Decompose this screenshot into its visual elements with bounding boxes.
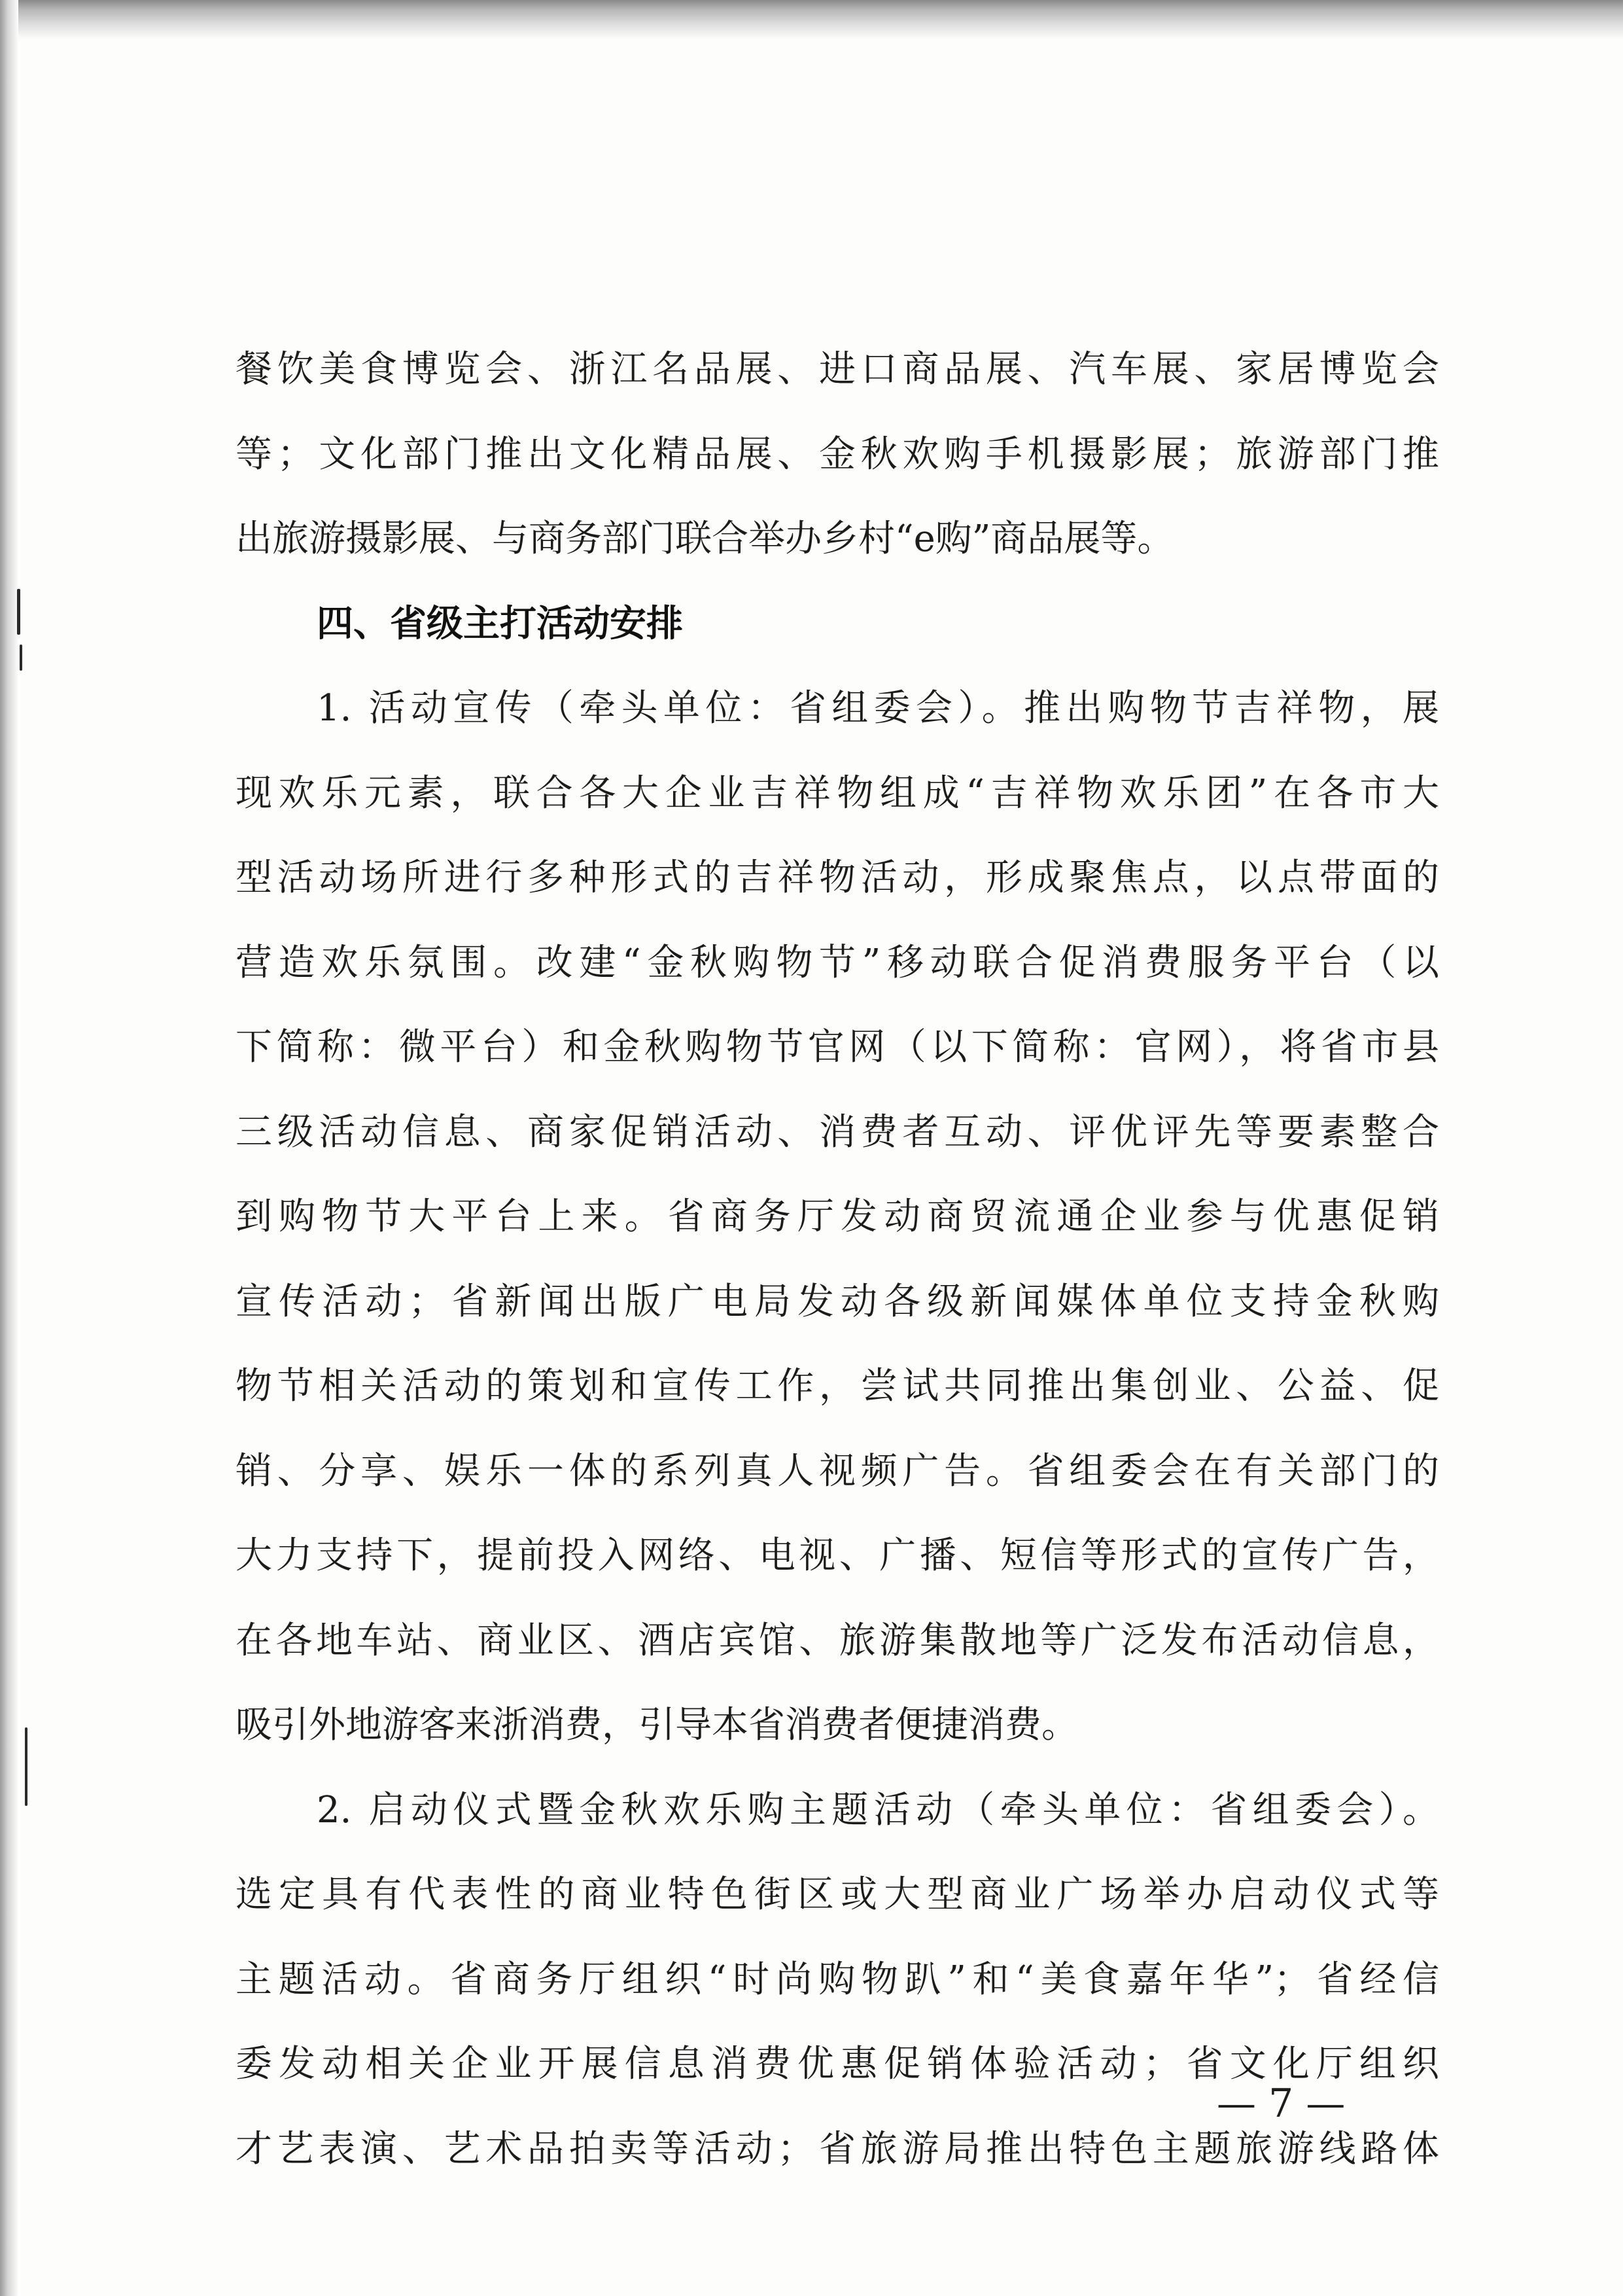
scan-shadow-left [0, 0, 18, 2296]
text-line: 餐饮美食博览会、浙江名品展、进口商品展、汽车展、家居博览会 [236, 348, 1439, 391]
scan-shadow-top [0, 0, 1623, 39]
text-line: 主题活动。省商务厅组织“时尚购物趴”和“美食嘉年华”；省经信 [236, 1958, 1439, 2001]
text-line: 宣传活动；省新闻出版广电局发动各级新闻媒体单位支持金秋购 [236, 1280, 1439, 1323]
text-line: 吸引外地游客来浙消费，引导本省消费者便捷消费。 [236, 1704, 1078, 1746]
item-2-heading-line: 2. 启动仪式暨金秋欢乐购主题活动（牵头单位：省组委会）。 [317, 1788, 1439, 1831]
text-line: 出旅游摄影展、与商务部门联合举办乡村“e购”商品展等。 [236, 518, 1174, 560]
text-line: 大力支持下，提前投入网络、电视、广播、短信等形式的宣传广告， [236, 1534, 1439, 1577]
text-line: 销、分享、娱乐一体的系列真人视频广告。省组委会在有关部门的 [236, 1449, 1439, 1492]
text-line: 下简称：微平台）和金秋购物节官网（以下简称：官网），将省市县 [236, 1026, 1439, 1069]
binding-mark-upper [17, 589, 20, 635]
text-line: 型活动场所进行多种形式的吉祥物活动，形成聚焦点，以点带面的 [236, 857, 1439, 899]
item-1-heading-line: 1. 活动宣传（牵头单位：省组委会）。推出购物节吉祥物，展 [317, 687, 1439, 730]
document-body [236, 327, 1439, 2191]
text-line: 选定具有代表性的商业特色街区或大型商业广场举办启动仪式等 [236, 1873, 1439, 1916]
binding-mark-lower [25, 1727, 27, 1806]
text-line: 营造欢乐氛围。改建“金秋购物节”移动联合促消费服务平台（以 [236, 941, 1439, 984]
text-line: 在各地车站、商业区、酒店宾馆、旅游集散地等广泛发布活动信息， [236, 1619, 1439, 1662]
text-line: 委发动相关企业开展信息消费优惠促销体验活动；省文化厅组织 [236, 2043, 1439, 2085]
text-line: 到购物节大平台上来。省商务厅发动商贸流通企业参与优惠促销 [236, 1195, 1439, 1238]
binding-mark-upper-tick [20, 645, 22, 671]
text-line: 三级活动信息、商家促销活动、消费者互动、评优评先等要素整合 [236, 1110, 1439, 1154]
text-line: 才艺表演、艺术品拍卖等活动；省旅游局推出特色主题旅游线路体 [236, 2127, 1439, 2170]
text-line: 物节相关活动的策划和宣传工作，尝试共同推出集创业、公益、促 [236, 1365, 1439, 1407]
section-heading: 四、省级主打活动安排 [317, 602, 683, 645]
text-line: 现欢乐元素，联合各大企业吉祥物组成“吉祥物欢乐团”在各市大 [236, 771, 1439, 815]
page-number: — 7 — [1217, 2081, 1346, 2127]
text-line: 等；文化部门推出文化精品展、金秋欢购手机摄影展；旅游部门推 [236, 433, 1439, 476]
